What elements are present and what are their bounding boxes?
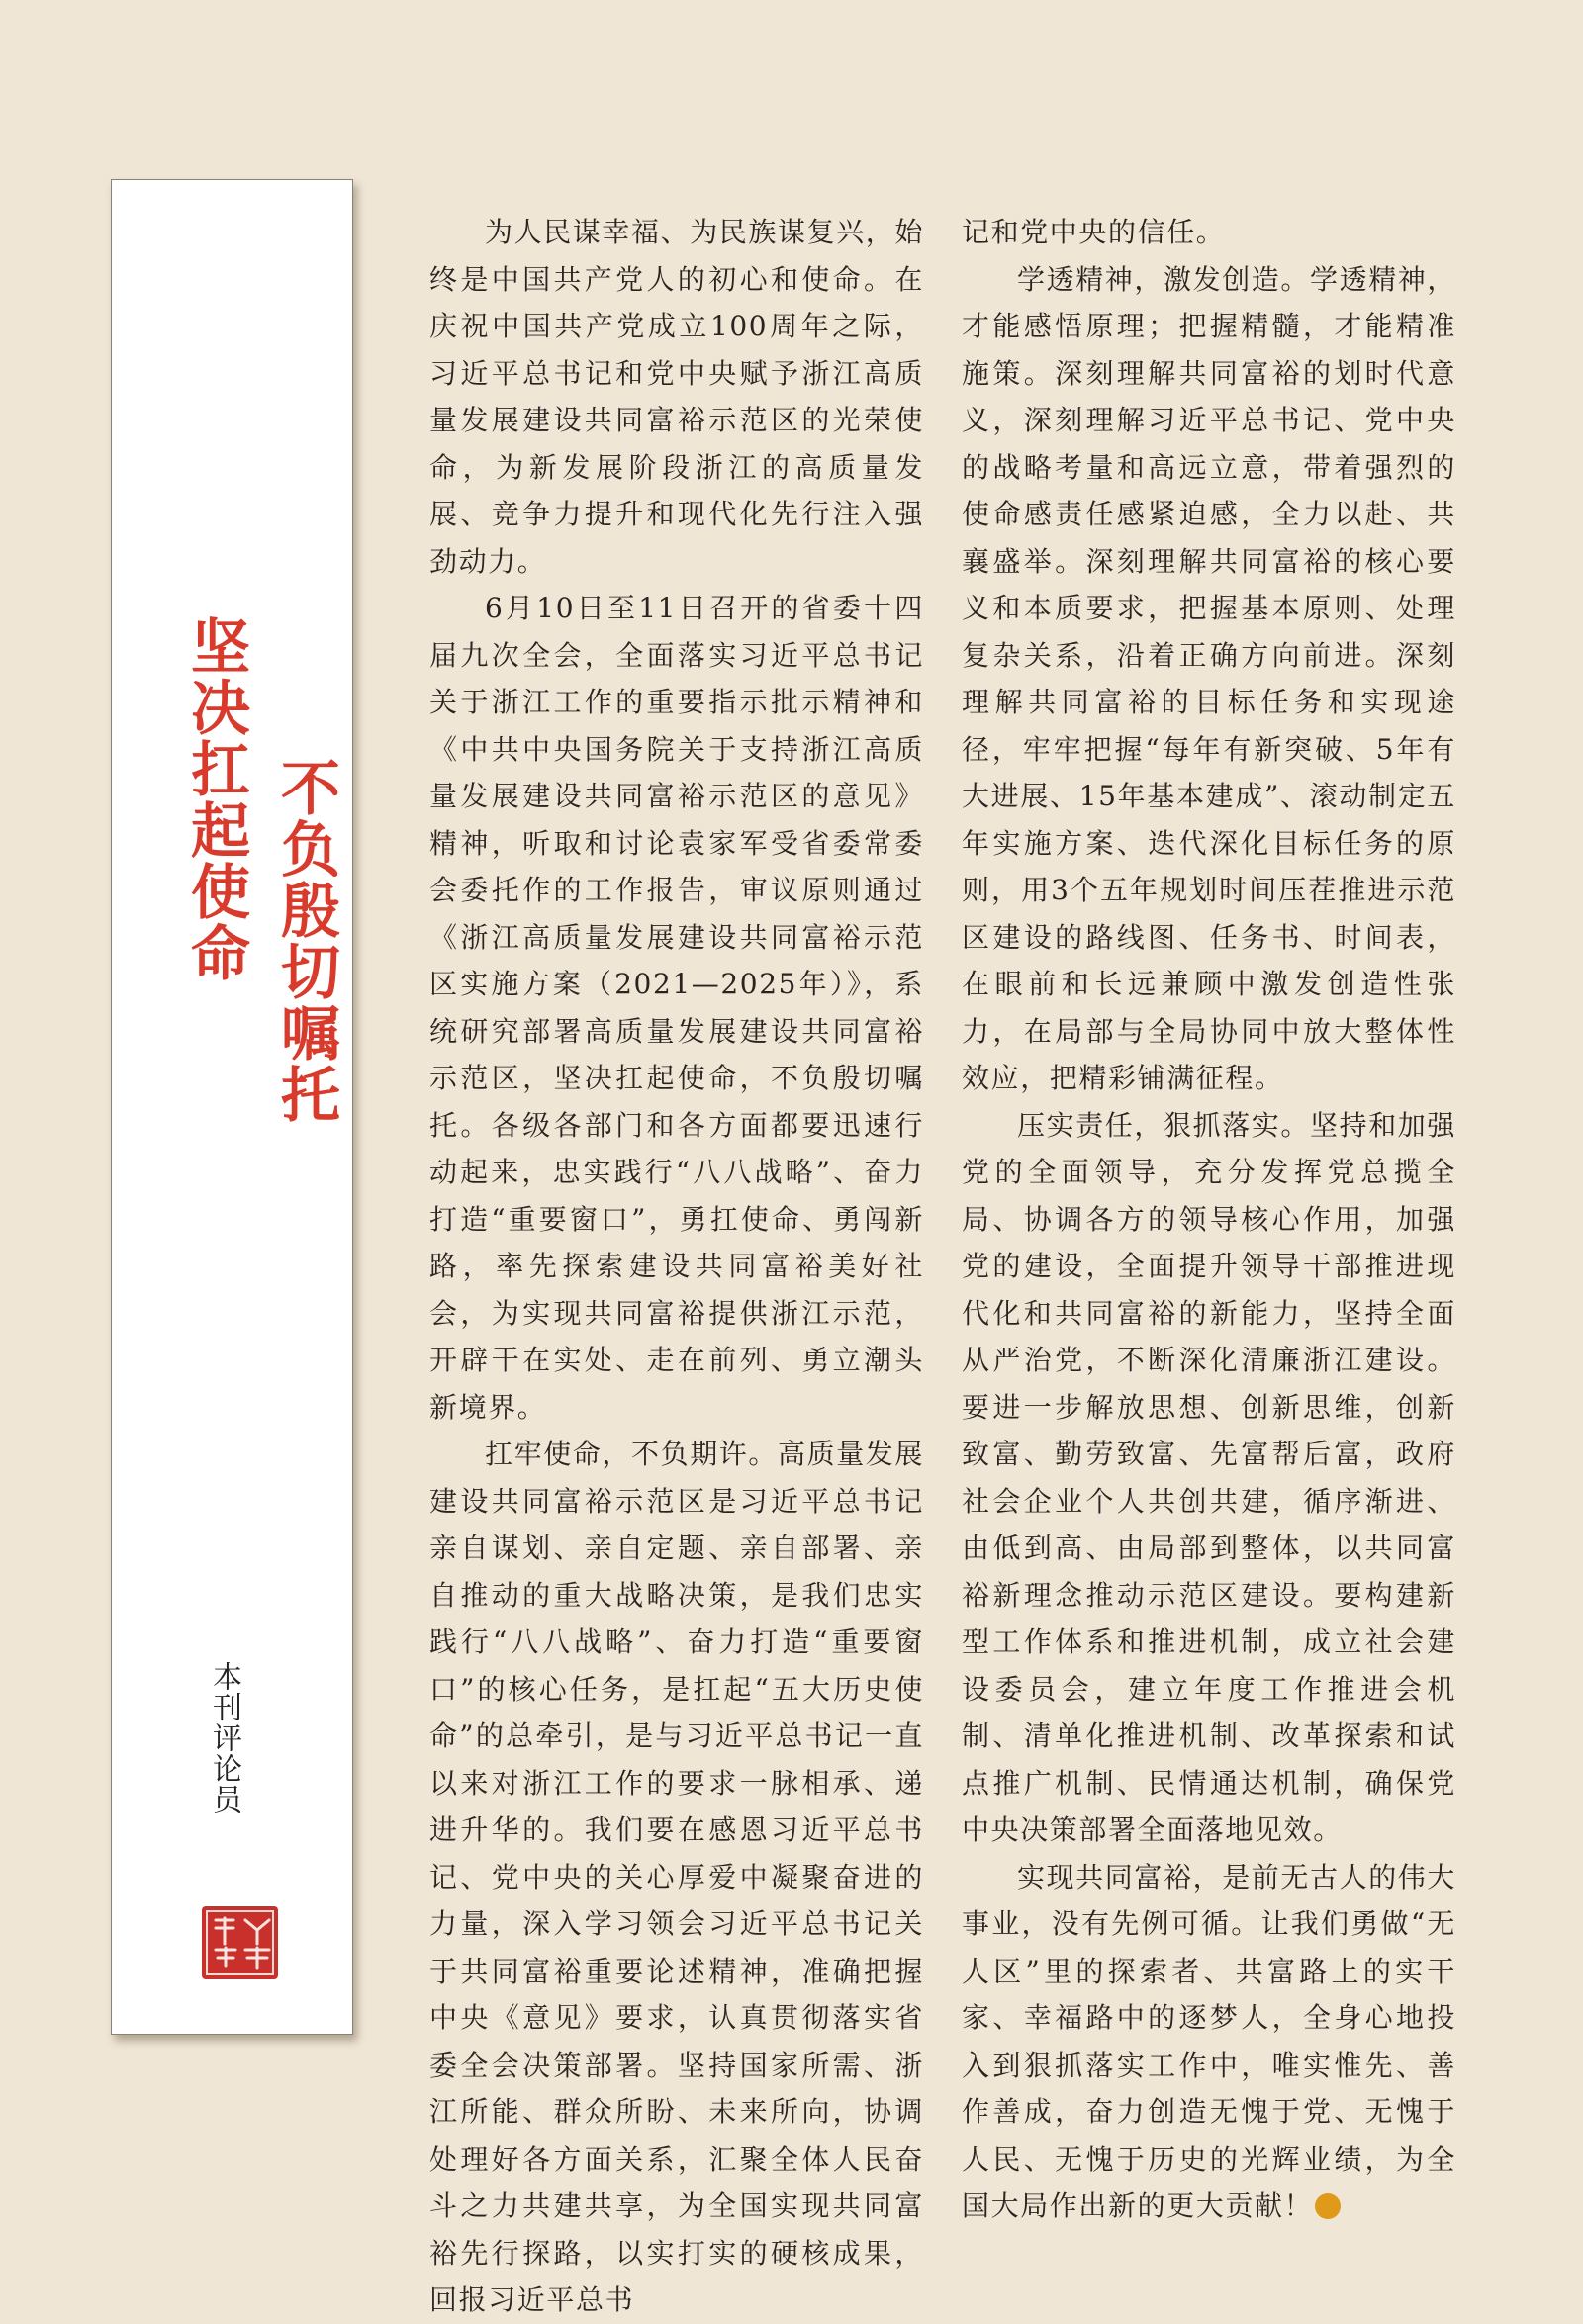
title-panel — [111, 179, 353, 2035]
paragraph: 学透精神，激发创造。学透精神，才能感悟原理；把握精髓，才能精准施策。深刻理解共同富裕的划时代意义，深刻理解习近平总书记、党中央的战略考量和高远立意，带着强烈的使命感责任感紧迫感，全力以赴、共襄盛举。深刻理解共同富裕的核心要义和本质要求，把握基本原则、处理复杂关系，沿着正确方向前进。深刻理解共同富裕的目标任务和实现途径，牢牢把握“每年有新突破、5年有大进展、15年基本建成”、滚动制定五年实施方案、迭代深化目标任务的原则，用3个五年规划时间压茬推进示范区建设的路线图、任务书、时间表，在眼前和长远兼顾中激发创造性张力，在局部与全局协同中放大整体性效应，把精彩铺满征程。 — [962, 262, 1457, 1094]
paragraph: 为人民谋幸福、为民族谋复兴，始终是中国共产党人的初心和使命。在庆祝中国共产党成立100周年之际，习近平总书记和党中央赋予浙江高质量发展建设共同富裕示范区的光荣使命，为新发展阶段浙江的高质量发展、竞争力提升和现代化先行注入强劲动力。 — [429, 216, 925, 578]
seal-icon — [202, 1906, 278, 1979]
paragraph: 压实责任，狠抓落实。坚持和加强党的全面领导，充分发挥党总揽全局、协调各方的领导核心作用，加强党的建设，全面提升领导干部推进现代化和共同富裕的新能力，坚持全面从严治党，不断深化清廉浙江建设。要进一步解放思想、创新思维，创新致富、勤劳致富、先富帮后富，政府社会企业个人共创共建，循序渐进、由低到高、由局部到整体，以共同富裕新理念推动示范区建设。要构建新型工作体系和推进机制，成立社会建设委员会，建立年度工作推进会机制、清单化推进机制、改革探索和试点推广机制、民情通达机制，确保党中央决策部署全面落地见效。 — [962, 1108, 1457, 1846]
article-right-column — [962, 209, 1456, 2230]
paragraph-final — [962, 1854, 1456, 2230]
seal-stamp-icon — [202, 1906, 278, 1979]
byline: 本刊评论员 — [207, 1661, 241, 1814]
headline-line-2: 不负殷切嘱托 — [271, 757, 340, 1125]
paragraph-final-text: 实现共同富裕，是前无古人的伟大事业，没有先例可循。让我们勇做“无人区”里的探索者、共富路上的实干家、幸福路中的逐梦人，全身心地投入到狠抓落实工作中，唯实惟先、善作善成，奋力创造无愧于党、无愧于人民、无愧于历史的光辉业绩，为全国大局作出新的更大贡献！ — [962, 1860, 1457, 2222]
article-left-column — [429, 209, 924, 2324]
paragraph: 6月10日至11日召开的省委十四届九次全会，全面落实习近平总书记关于浙江工作的重要指示批示精神和《中共中央国务院关于支持浙江高质量发展建设共同富裕示范区的意见》精神，听取和讨论袁家军受省委常委会委托作的工作报告，审议原则通过《浙江高质量发展建设共同富裕示范区实施方案（2021—2025年）》，系统研究部署高质量发展建设共同富裕示范区，坚决扛起使命，不负殷切嘱托。各级各部门和各方面都要迅速行动起来，忠实践行“八八战略”、奋力打造“重要窗口”，勇扛使命、勇闯新路，率先探索建设共同富裕美好社会，为实现共同富裕提供浙江示范，开辟干在实处、走在前列、勇立潮头新境界。 — [429, 592, 924, 1424]
headline-line-1: 坚决扛起使命 — [181, 615, 250, 983]
end-mark-icon — [1315, 2193, 1341, 2219]
paragraph: 扛牢使命，不负期许。高质量发展建设共同富裕示范区是习近平总书记亲自谋划、亲自定题、亲自部署、亲自推动的重大战略决策，是我们忠实践行“八八战略”、奋力打造“重要窗口”的核心任务，是扛起“五大历史使命”的总牵引，是与习近平总书记一直以来对浙江工作的要求一脉相承、递进升华的。我们要在感恩习近平总书记、党中央的关心厚爱中凝聚奋进的力量，深入学习领会习近平总书记关于共同富裕重要论述精神，准确把握中央《意见》要求，认真贯彻落实省委全会决策部署。坚持国家所需、浙江所能、群众所盼、未来所向，协调处理好各方面关系，汇聚全体人民奋斗之力共建共享，为全国实现共同富裕先行探路，以实打实的硬核成果，回报习近平总书 — [429, 1438, 925, 2316]
paragraph-continued: 记和党中央的信任。 — [962, 216, 1226, 248]
